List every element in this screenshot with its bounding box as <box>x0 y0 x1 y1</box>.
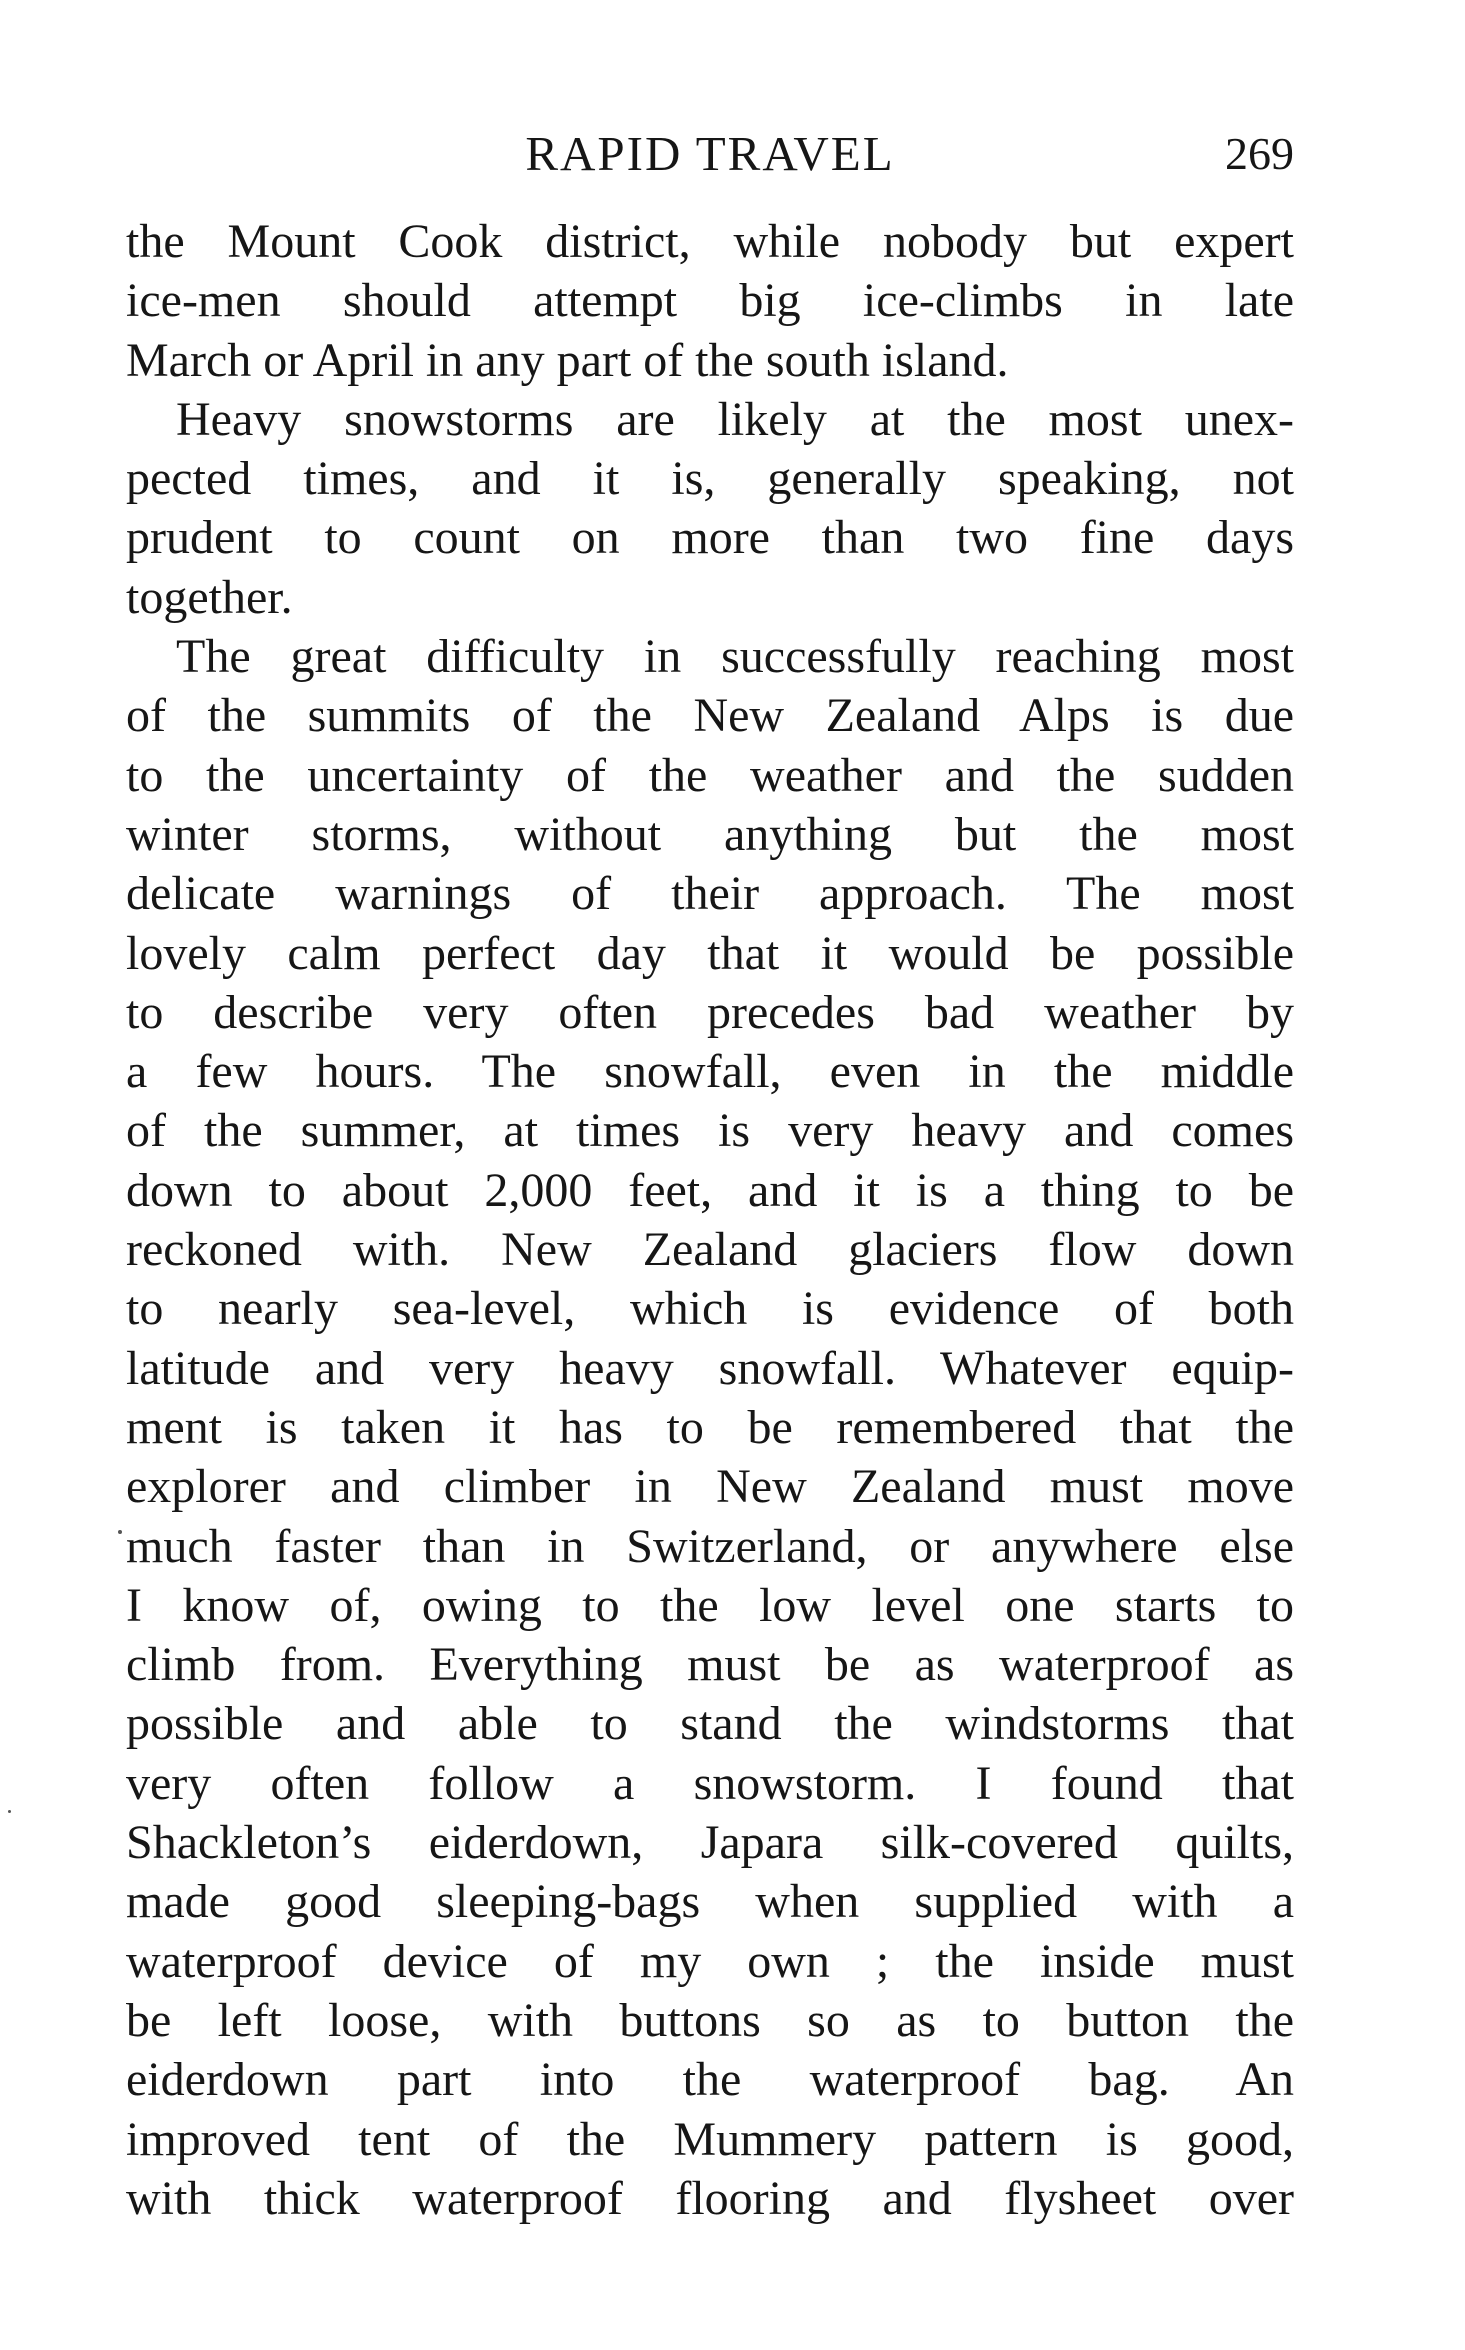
text-line: to describe very often precedes bad weather by <box>126 985 1294 1039</box>
text-line: be left loose, with buttons so as to button the <box>126 1993 1294 2047</box>
text-line: reckoned with. New Zealand glaciers flow down <box>126 1223 1294 1277</box>
paragraph-first-line: Heavy snowstorms are likely at the most unex- <box>176 392 1294 446</box>
text-line: of the summits of the New Zealand Alps is due <box>126 689 1294 743</box>
text-line: ment is taken it has to be remembered that the <box>126 1400 1294 1454</box>
text-line: possible and able to stand the windstorms that <box>126 1697 1294 1751</box>
text-line: made good sleeping-bags when supplied with a <box>126 1875 1294 1929</box>
text-line: together. <box>126 570 293 624</box>
running-title: RAPID TRAVEL <box>525 126 895 181</box>
text-line: the Mount Cook district, while nobody but expert <box>126 215 1294 268</box>
scan-speck <box>8 1810 11 1813</box>
text-line: very often follow a snowstorm. I found that <box>126 1756 1294 1810</box>
text-line: eiderdown part into the waterproof bag. An <box>126 2053 1294 2107</box>
text-line: down to about 2,000 feet, and it is a thing to be <box>126 1163 1294 1217</box>
scan-speck <box>118 1530 122 1534</box>
text-line: to nearly sea-level, which is evidence of both <box>126 1282 1294 1336</box>
text-line: Shackleton’s eiderdown, Japara silk-covered quilts, <box>126 1816 1294 1870</box>
text-line: delicate warnings of their approach. The most <box>126 867 1294 921</box>
text-line: ice-men should attempt big ice-climbs in late <box>126 274 1294 328</box>
text-line: winter storms, without anything but the most <box>126 807 1294 861</box>
body-text <box>126 212 1294 2228</box>
text-line: lovely calm perfect day that it would be possible <box>126 926 1294 980</box>
running-head <box>126 118 1294 190</box>
text-line: explorer and climber in New Zealand must move <box>126 1460 1294 1514</box>
text-line: I know of, owing to the low level one starts to <box>126 1578 1294 1632</box>
text-line: a few hours. The snowfall, even in the middle <box>126 1045 1294 1099</box>
text-line: pected times, and it is, generally speaking, not <box>126 452 1294 506</box>
paragraph-first-line: The great difficulty in successfully reaching most <box>176 630 1294 684</box>
page-number: 269 <box>1225 128 1294 179</box>
text-line: of the summer, at times is very heavy and comes <box>126 1104 1294 1158</box>
text-line: March or April in any part of the south island. <box>126 333 1009 387</box>
text-line: with thick waterproof flooring and flysheet over <box>126 2171 1294 2225</box>
text-line: climb from. Everything must be as waterproof as <box>126 1638 1294 1692</box>
text-line: latitude and very heavy snowfall. Whatever equip- <box>126 1341 1294 1395</box>
text-line: to the uncertainty of the weather and the sudden <box>126 748 1294 802</box>
text-line: waterproof device of my own ; the inside must <box>126 1934 1294 1988</box>
text-line: prudent to count on more than two fine days <box>126 511 1294 565</box>
text-line: improved tent of the Mummery pattern is good, <box>126 2112 1294 2166</box>
text-line: much faster than in Switzerland, or anywhere else <box>126 1519 1294 1573</box>
